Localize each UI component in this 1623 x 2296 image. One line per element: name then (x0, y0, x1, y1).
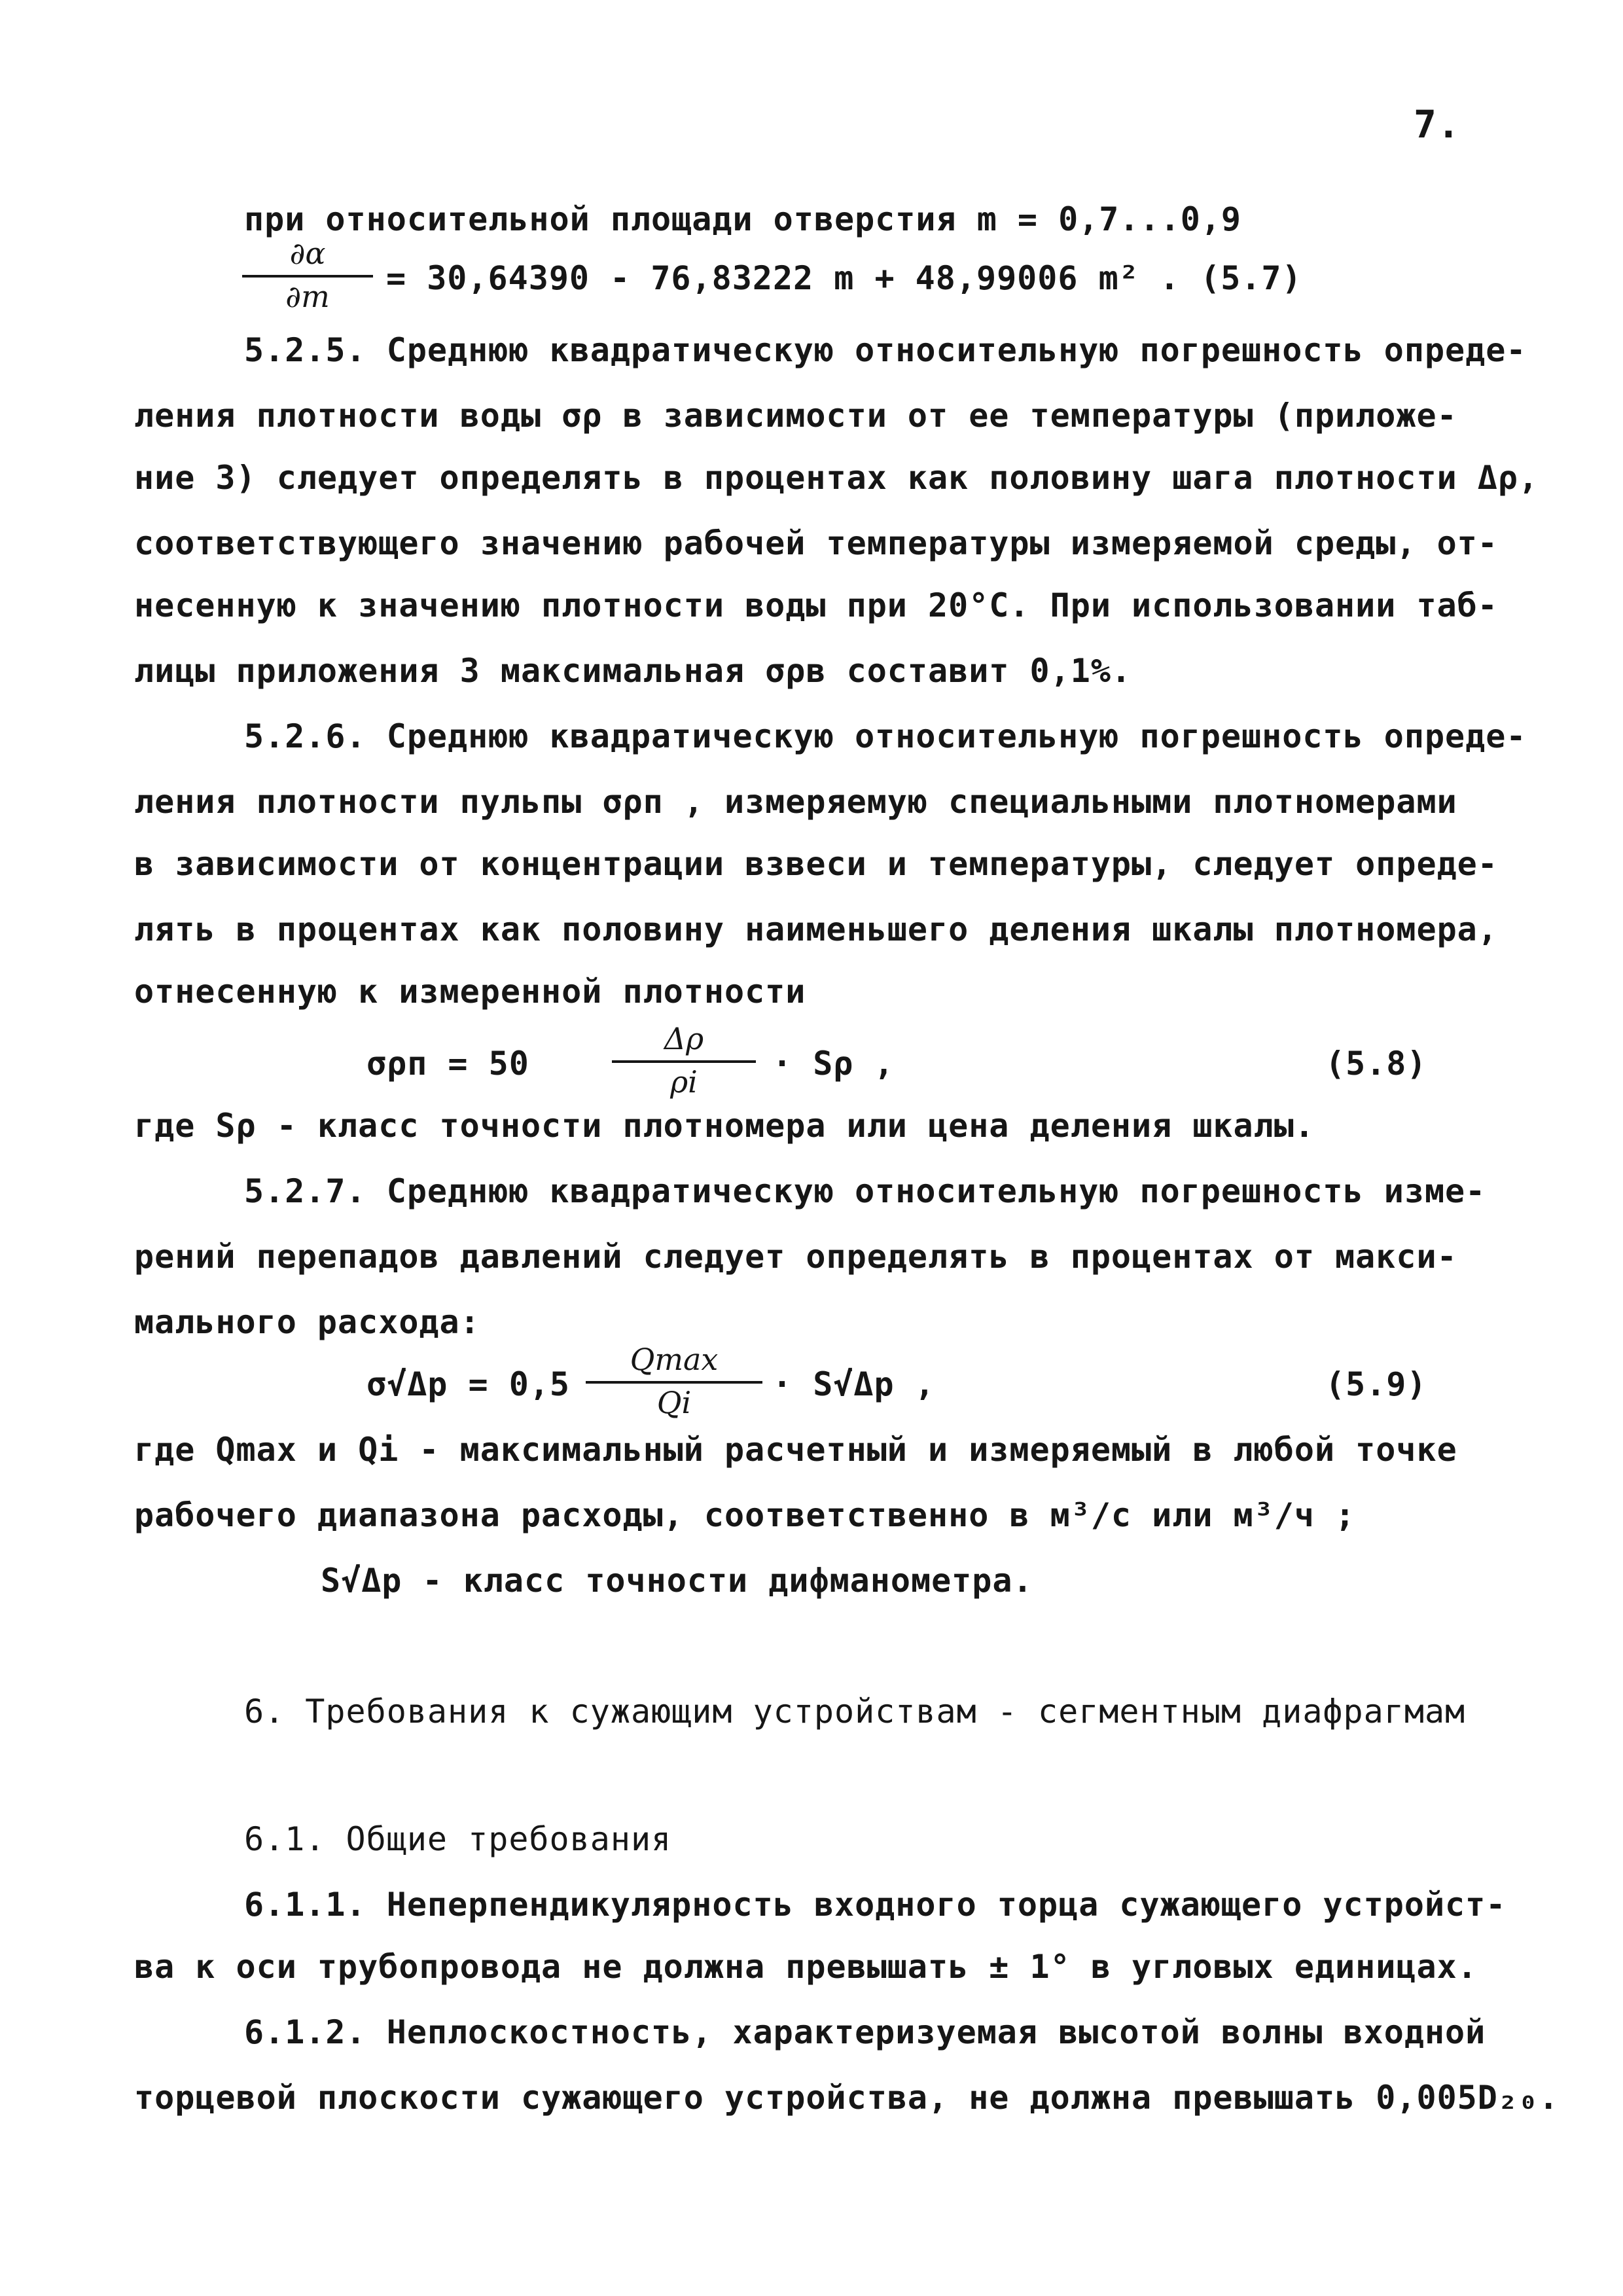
formula-5-7: = 30,64390 - 76,83222 m + 48,99006 m² . (5.7) (386, 259, 1302, 297)
text-line: соответствующего значению рабочей температуры измеряемой среды, от- (134, 524, 1498, 562)
text-line: лицы приложения 3 максимальная σρв составит 0,1%. (134, 652, 1132, 690)
text-line: 6.1.2. Неплоскостность, характеризуемая высотой волны входной (244, 2013, 1486, 2051)
text-line: где Sρ - класс точности плотномера или цена деления шкалы. (134, 1107, 1315, 1145)
formula-fraction (586, 1342, 762, 1420)
text-line: ва к оси трубопровода не должна превышать ± 1° в угловых единицах. (134, 1948, 1478, 1986)
text-line: лять в процентах как половину наименьшего деления шкалы плотномера, (134, 910, 1498, 948)
formula-fraction (612, 1021, 756, 1100)
text-line: несенную к значению плотности воды при 20°С. При использовании таб- (134, 586, 1498, 624)
text-line: S√Δp - класс точности дифманометра. (321, 1562, 1033, 1600)
text-line: мального расхода: (134, 1303, 480, 1341)
formula-5-8-rhs: · Sρ , (772, 1045, 895, 1083)
formula-fraction (242, 236, 373, 314)
text-line: отнесенную к измеренной плотности (134, 973, 806, 1011)
fraction-numerator: Qmax (630, 1342, 719, 1377)
section-heading: 6. Требования к сужающим устройствам - сегментным диафрагмам (244, 1693, 1466, 1731)
text-line: рабочего диапазона расходы, соответственно в м³/с или м³/ч ; (134, 1496, 1356, 1534)
equation-number: (5.9) (1325, 1365, 1427, 1403)
subsection-heading: 6.1. Общие требования (244, 1820, 672, 1858)
fraction-numerator: ∂α (289, 236, 326, 271)
fraction-denominator: ∂m (285, 279, 330, 314)
equation-number: (5.8) (1325, 1045, 1427, 1083)
text-line: 5.2.7. Среднюю квадратическую относительную погрешность изме- (244, 1172, 1486, 1210)
fraction-denominator: ρi (670, 1064, 698, 1100)
text-line: торцевой плоскости сужающего устройства, не должна превышать 0,005D₂₀. (134, 2079, 1560, 2117)
text-line: 6.1.1. Неперпендикулярность входного торца сужающего устройст- (244, 1886, 1507, 1924)
formula-5-9-rhs: · S√Δp , (772, 1365, 935, 1403)
text-line: 5.2.6. Среднюю квадратическую относительную погрешность опреде- (244, 717, 1527, 755)
formula-5-8-lhs: σρп = 50 (366, 1045, 529, 1083)
text-line: при относительной площади отверстия m = 0,7...0,9 (244, 200, 1242, 238)
page-number: 7. (1414, 102, 1461, 147)
formula-5-9-lhs: σ√Δp = 0,5 (366, 1365, 571, 1403)
fraction-numerator: Δρ (664, 1021, 704, 1056)
text-line: 5.2.5. Среднюю квадратическую относительную погрешность опреде- (244, 331, 1527, 369)
text-line: ние 3) следует определять в процентах как половину шага плотности Δρ, (134, 459, 1539, 497)
text-line: в зависимости от концентрации взвеси и температуры, следует опреде- (134, 845, 1498, 883)
text-line: где Qmax и Qi - максимальный расчетный и измеряемый в любой точке (134, 1431, 1457, 1469)
text-line: рений перепадов давлений следует определять в процентах от макси- (134, 1238, 1457, 1276)
text-line: ления плотности воды σρ в зависимости от ее температуры (приложе- (134, 397, 1457, 435)
text-line: ления плотности пульпы σρп , измеряемую специальными плотномерами (134, 783, 1457, 821)
fraction-denominator: Qi (656, 1385, 692, 1420)
